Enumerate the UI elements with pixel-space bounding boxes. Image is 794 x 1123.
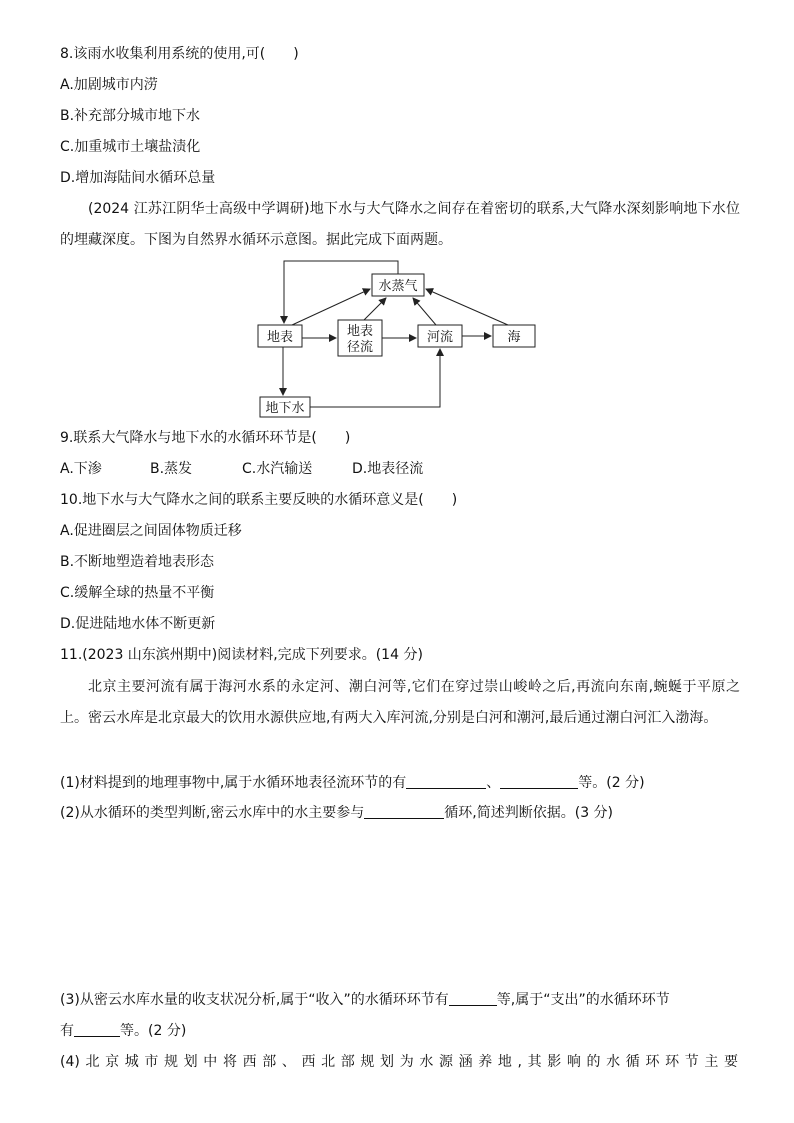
label-water-vapor: 水蒸气 (378, 279, 418, 294)
q8-option-d: D.增加海陆间水循环总量 (60, 170, 216, 186)
q9-option-c: C.水汽输送 (242, 461, 313, 477)
q11-part3-text-b: 等,属于“支出”的水循环环节 (496, 992, 670, 1008)
q10-option-b: B.不断地塑造着地表形态 (60, 554, 215, 570)
answer-blank-2[interactable] (500, 773, 578, 789)
q11-material: 北京主要河流有属于海河水系的永定河、潮白河等,它们在穿过崇山峻岭之后,再流向东南,蜿蜒于平原之上。密云水库是北京最大的饮用水源供应地,有两大入库河流,分别是白河和潮河,最后通过潮白河汇入渤海。 (60, 679, 740, 726)
arrow-runoff-evaporation (364, 298, 386, 320)
q11-part1-sep: 、 (486, 775, 501, 791)
q9-option-a: A.下渗 (60, 461, 102, 477)
label-sea: 海 (507, 330, 521, 345)
answer-blank-1[interactable] (406, 773, 486, 789)
q11-part1-text-a: (1)材料提到的地理事物中,属于水循环地表径流环节的有 (60, 775, 407, 791)
q11-part3-line2 (60, 1021, 186, 1041)
q10-option-d: D.促进陆地水体不断更新 (60, 616, 216, 632)
arrow-groundwater-to-river (310, 349, 440, 407)
q11-part4: (4)北京城市规划中将西部、西北部规划为水源涵养地,其影响的水循环环节主要 (60, 1054, 738, 1070)
q11-part3-text-a: (3)从密云水库水量的收支状况分析,属于“收入”的水循环环节有 (60, 992, 449, 1008)
q9-options (60, 459, 423, 479)
q10-stem: 10.地下水与大气降水之间的联系主要反映的水循环意义是( ) (60, 492, 458, 508)
q11-part2-text-a: (2)从水循环的类型判断,密云水库中的水主要参与 (60, 805, 365, 821)
q11-part3-text-c: 有 (60, 1023, 74, 1039)
q11-part1 (60, 773, 645, 793)
q11-part3-text-d: 等。(2 分) (120, 1023, 187, 1039)
q9-option-d: D.地表径流 (352, 461, 424, 477)
label-runoff-line2: 径流 (346, 340, 374, 355)
q9-stem: 9.联系大气降水与地下水的水循环环节是( ) (60, 430, 351, 446)
arrow-sea-evaporation (426, 289, 508, 325)
q11-part2-text-b: 循环,简述判断依据。(3 分) (444, 805, 614, 821)
label-runoff-line1: 地表 (346, 324, 374, 339)
q10-option-c: C.缓解全球的热量不平衡 (60, 585, 215, 601)
label-surface: 地表 (266, 330, 294, 345)
answer-blank-3[interactable] (364, 803, 444, 819)
label-groundwater: 地下水 (265, 401, 305, 416)
arrow-river-evaporation (413, 298, 436, 325)
q11-stem: 11.(2023 山东滨州期中)阅读材料,完成下列要求。(14 分) (60, 647, 423, 663)
q11-part1-text-b: 等。(2 分) (578, 775, 645, 791)
q8-option-c: C.加重城市土壤盐渍化 (60, 139, 201, 155)
q8-stem: 8.该雨水收集利用系统的使用,可( ) (60, 46, 299, 62)
q8-option-a: A.加剧城市内涝 (60, 77, 158, 93)
answer-blank-5[interactable] (74, 1021, 120, 1037)
q11-part3-line1 (60, 990, 670, 1010)
q10-option-a: A.促进圈层之间固体物质迁移 (60, 523, 242, 539)
answer-blank-4[interactable] (449, 990, 497, 1006)
q11-part2 (60, 803, 613, 823)
intro-paragraph: (2024 江苏江阴华士高级中学调研)地下水与大气降水之间存在着密切的联系,大气降水深刻影响地下水位的埋藏深度。下图为自然界水循环示意图。据此完成下面两题。 (60, 201, 740, 248)
q8-option-b: B.补充部分城市地下水 (60, 108, 201, 124)
q9-option-b: B.蒸发 (150, 461, 193, 477)
label-river: 河流 (426, 330, 454, 345)
